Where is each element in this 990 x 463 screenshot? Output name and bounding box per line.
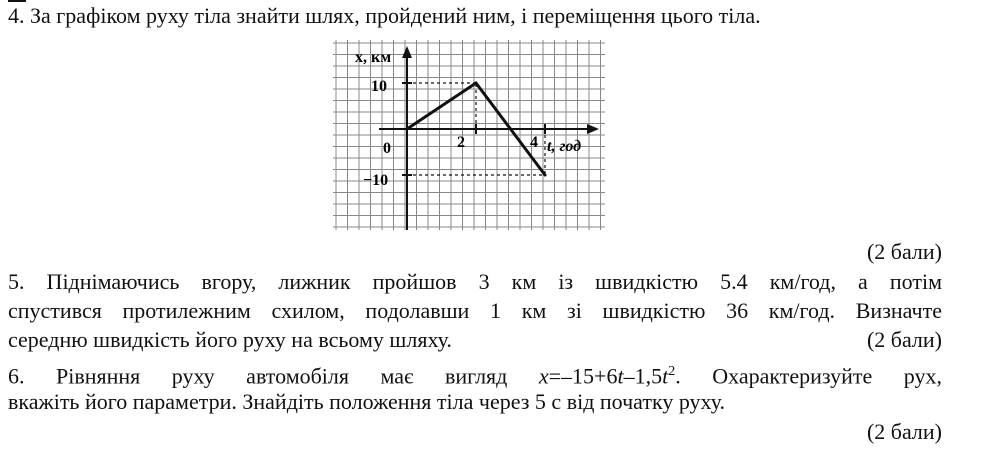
motion-graph [333, 40, 605, 230]
problem-6-line-2: вкажіть його параметри. Знайдіть положення тіла через 5 с від початку руху. [8, 389, 726, 414]
problem-4-text: 4. За графіком руху тіла знайти шлях, пройдений ним, і переміщення цього тіла. [8, 3, 761, 28]
problem-6-prefix: 6. Рівняння руху автомобіля має вигляд [8, 363, 539, 389]
y-axis-label: x, км [355, 49, 392, 66]
var-t-squared: t [662, 363, 669, 389]
x-axis-label: t, год [547, 138, 582, 155]
exponent: 2 [668, 364, 676, 379]
y-tick-10: 10 [371, 78, 387, 95]
points-label-4: (2 бали) [866, 239, 942, 264]
eq-part-1: =–15+6 [548, 363, 618, 389]
y-axis-arrow [402, 46, 412, 58]
problem-5-line-3: середню швидкість його руху на всьому шляху. [8, 327, 452, 352]
eq-part-2: –1,5 [623, 363, 663, 389]
points-label-5: (2 бали) [866, 327, 942, 352]
x-tick-2: 2 [457, 134, 465, 151]
points-label-6: (2 бали) [866, 419, 942, 444]
problem-5-line-2: спустився протилежним схилом, подолавши 1 км зі швидкістю 36 км/год. Визначте [8, 298, 942, 323]
var-t: t [617, 363, 624, 389]
problem-5-line-1: 5. Піднімаючись вгору, лижник пройшов 3 км із швидкістю 5.4 км/год, а потім [8, 269, 942, 294]
x-tick-4: 4 [530, 134, 538, 151]
var-x: x [538, 363, 549, 389]
problem-6-suffix: . Охарактеризуйте рух, [675, 363, 942, 389]
x-tick-0: 0 [383, 140, 391, 157]
series-segment-0 [407, 83, 476, 129]
problem-6-line-1 [8, 358, 942, 390]
y-tick-minus-10: −10 [363, 172, 389, 189]
graph-labels [355, 49, 581, 189]
graph-grid [333, 40, 605, 230]
t-axis-arrow [587, 124, 599, 134]
